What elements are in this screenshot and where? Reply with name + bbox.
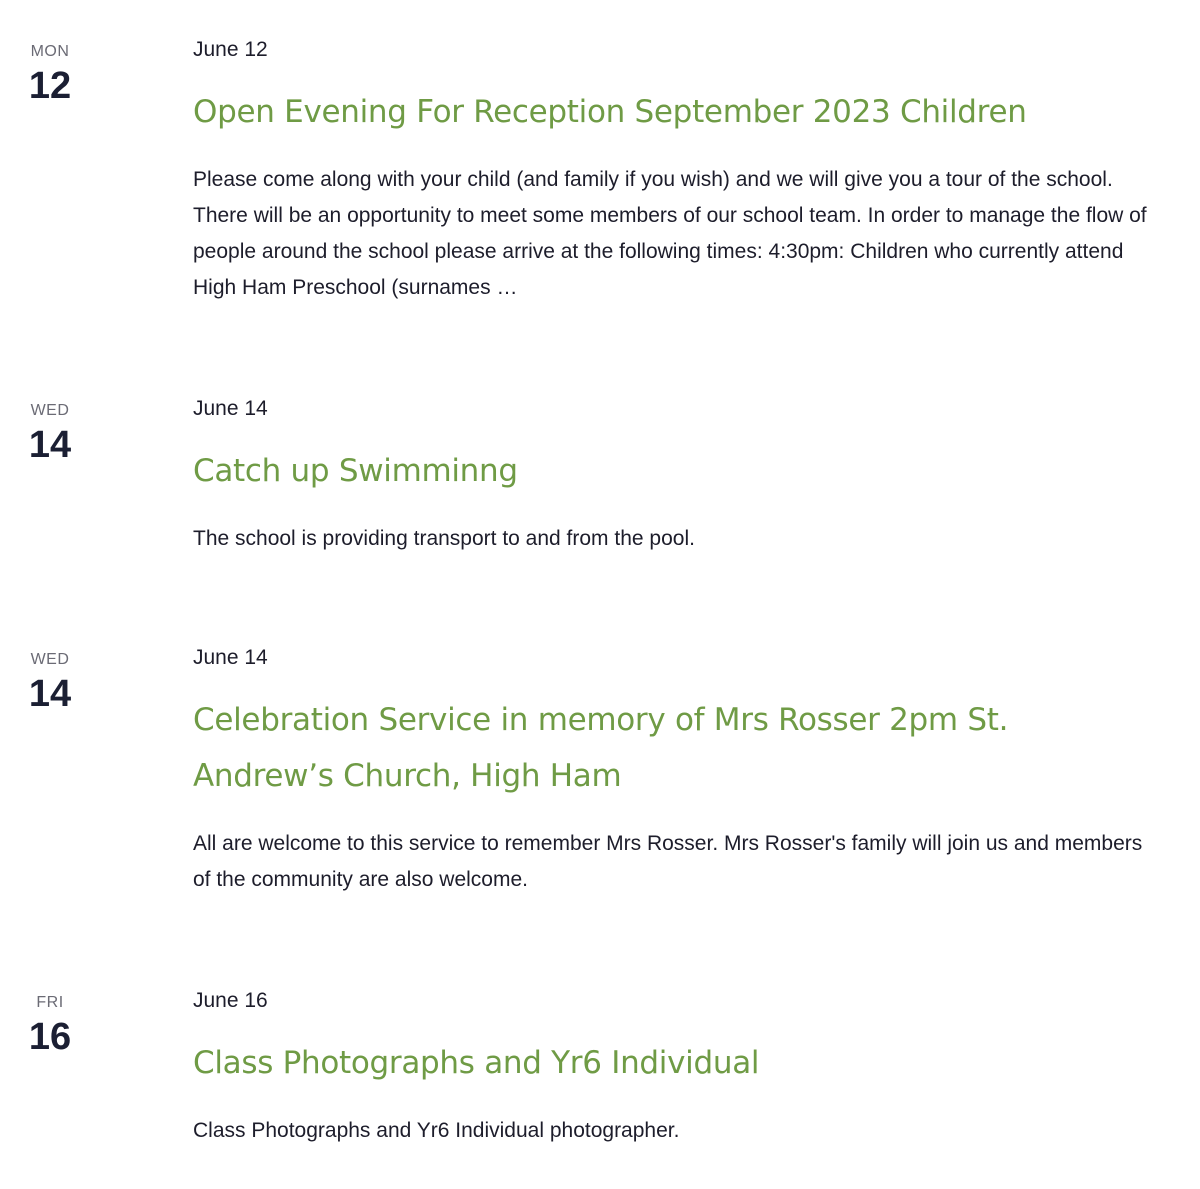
day-number: 12 bbox=[28, 65, 72, 107]
event-content bbox=[193, 989, 1153, 1149]
event-date: June 16 bbox=[193, 989, 268, 1012]
event-description: Please come along with your child (and family if you wish) and we will give you a tour of the school. There will be an opportunity to meet some members of our school team. In order to manage the flow of people around the school please arrive at the following times: 4:30pm: Children who currently attend High Ham Preschool (surnames … bbox=[193, 168, 1147, 299]
event-title-link[interactable]: Open Evening For Reception September 2023 Children bbox=[193, 94, 1027, 130]
event-date: June 12 bbox=[193, 38, 268, 61]
day-number: 16 bbox=[28, 1016, 72, 1058]
event-date-badge bbox=[0, 650, 100, 716]
event-date-badge bbox=[0, 993, 100, 1059]
event-content bbox=[193, 38, 1153, 306]
day-number: 14 bbox=[28, 673, 72, 715]
event-content bbox=[193, 646, 1153, 898]
day-of-week: MON bbox=[30, 43, 70, 60]
event-title-link[interactable]: Class Photographs and Yr6 Individual bbox=[193, 1045, 760, 1081]
event-content bbox=[193, 397, 1153, 557]
event-date: June 14 bbox=[193, 397, 268, 420]
event-date-badge bbox=[0, 401, 100, 467]
day-number: 14 bbox=[28, 424, 72, 466]
event-date-badge bbox=[0, 42, 100, 108]
day-of-week: WED bbox=[30, 402, 70, 419]
event-date: June 14 bbox=[193, 646, 268, 669]
event-title-link[interactable]: Celebration Service in memory of Mrs Rosser 2pm St. Andrew’s Church, High Ham bbox=[193, 702, 1009, 794]
day-of-week: WED bbox=[30, 651, 70, 668]
event-title-link[interactable]: Catch up Swimminng bbox=[193, 453, 518, 489]
event-description: The school is providing transport to and from the pool. bbox=[193, 527, 695, 550]
event-description: All are welcome to this service to remember Mrs Rosser. Mrs Rosser's family will join us and members of the community are also welcome. bbox=[193, 832, 1143, 891]
day-of-week: FRI bbox=[36, 994, 64, 1011]
event-description: Class Photographs and Yr6 Individual photographer. bbox=[193, 1119, 680, 1142]
